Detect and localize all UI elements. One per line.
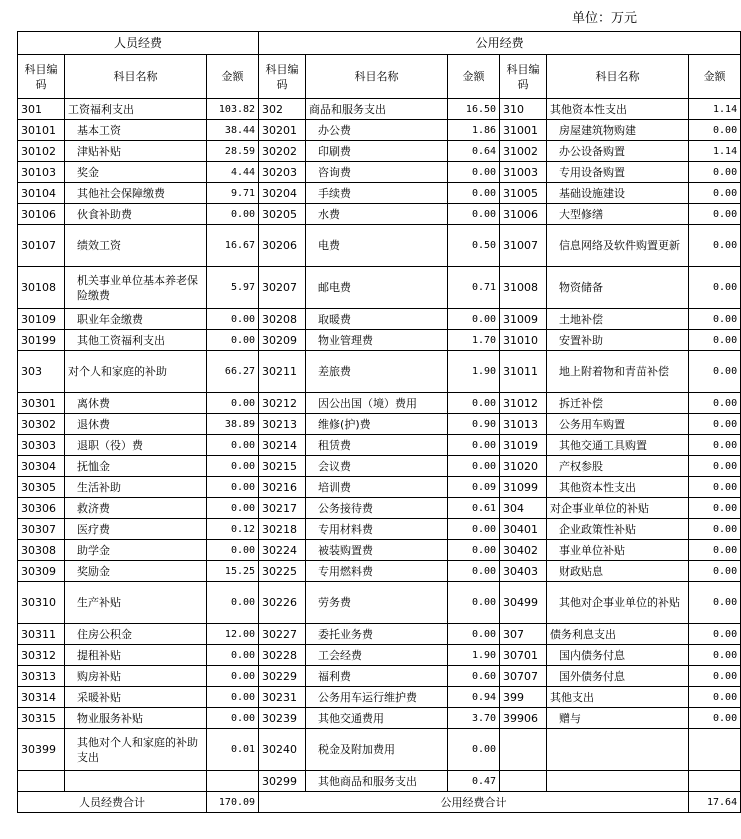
item-name: 专用燃料费 bbox=[306, 561, 448, 582]
item-code: 30707 bbox=[500, 666, 547, 687]
item-amount bbox=[689, 771, 741, 792]
item-code: 30109 bbox=[18, 309, 65, 330]
item-amount: 0.00 bbox=[448, 183, 500, 204]
unit-label: 单位：万元 bbox=[572, 11, 638, 26]
item-amount: 0.00 bbox=[689, 393, 741, 414]
item-amount: 0.00 bbox=[689, 435, 741, 456]
item-code: 31001 bbox=[500, 120, 547, 141]
item-amount: 0.00 bbox=[448, 582, 500, 624]
item-name: 土地补偿 bbox=[547, 309, 689, 330]
item-amount: 0.09 bbox=[448, 477, 500, 498]
item-code: 31020 bbox=[500, 456, 547, 477]
item-code: 30204 bbox=[259, 183, 306, 204]
item-amount: 1.70 bbox=[448, 330, 500, 351]
item-name: 采暖补贴 bbox=[65, 687, 207, 708]
item-code: 30306 bbox=[18, 498, 65, 519]
item-code: 30225 bbox=[259, 561, 306, 582]
item-amount: 1.90 bbox=[448, 645, 500, 666]
item-name: 劳务费 bbox=[306, 582, 448, 624]
item-amount: 66.27 bbox=[207, 351, 259, 393]
item-name: 助学金 bbox=[65, 540, 207, 561]
item-code: 30212 bbox=[259, 393, 306, 414]
item-code bbox=[500, 771, 547, 792]
item-code: 30303 bbox=[18, 435, 65, 456]
item-amount: 1.86 bbox=[448, 120, 500, 141]
item-amount: 0.00 bbox=[689, 708, 741, 729]
item-amount: 0.00 bbox=[207, 456, 259, 477]
item-name: 对企事业单位的补贴 bbox=[547, 498, 689, 519]
item-name: 其他对企事业单位的补贴 bbox=[547, 582, 689, 624]
item-code: 30213 bbox=[259, 414, 306, 435]
item-amount bbox=[207, 771, 259, 792]
item-name: 生产补贴 bbox=[65, 582, 207, 624]
item-amount: 0.01 bbox=[207, 729, 259, 771]
item-code: 30106 bbox=[18, 204, 65, 225]
item-name: 职业年金缴费 bbox=[65, 309, 207, 330]
table-row bbox=[18, 624, 741, 645]
item-code: 30315 bbox=[18, 708, 65, 729]
item-name: 税金及附加费用 bbox=[306, 729, 448, 771]
item-code bbox=[500, 729, 547, 771]
item-code: 31007 bbox=[500, 225, 547, 267]
table-row bbox=[18, 351, 741, 393]
table-row bbox=[18, 498, 741, 519]
item-amount bbox=[689, 729, 741, 771]
item-code: 30102 bbox=[18, 141, 65, 162]
item-amount: 0.00 bbox=[448, 729, 500, 771]
item-amount: 0.00 bbox=[689, 645, 741, 666]
table-row bbox=[18, 330, 741, 351]
item-code: 31011 bbox=[500, 351, 547, 393]
item-code: 31009 bbox=[500, 309, 547, 330]
item-code: 30214 bbox=[259, 435, 306, 456]
col-code-header: 科目编码 bbox=[500, 55, 547, 99]
item-amount: 0.00 bbox=[689, 204, 741, 225]
item-name: 福利费 bbox=[306, 666, 448, 687]
table-row bbox=[18, 204, 741, 225]
item-name: 提租补贴 bbox=[65, 645, 207, 666]
item-name: 绩效工资 bbox=[65, 225, 207, 267]
item-amount: 0.00 bbox=[207, 645, 259, 666]
item-name: 取暖费 bbox=[306, 309, 448, 330]
item-amount: 0.64 bbox=[448, 141, 500, 162]
item-name: 其他对个人和家庭的补助支出 bbox=[65, 729, 207, 771]
item-name: 奖励金 bbox=[65, 561, 207, 582]
item-amount: 103.82 bbox=[207, 99, 259, 120]
table-row bbox=[18, 666, 741, 687]
item-name: 地上附着物和青苗补偿 bbox=[547, 351, 689, 393]
col-code-header: 科目编码 bbox=[18, 55, 65, 99]
item-amount: 3.70 bbox=[448, 708, 500, 729]
item-name: 工会经费 bbox=[306, 645, 448, 666]
item-code: 30313 bbox=[18, 666, 65, 687]
item-code: 39906 bbox=[500, 708, 547, 729]
table-row bbox=[18, 162, 741, 183]
personnel-total-label: 人员经费合计 bbox=[18, 792, 207, 813]
item-code: 30701 bbox=[500, 645, 547, 666]
item-name: 拆迁补偿 bbox=[547, 393, 689, 414]
table-row bbox=[18, 435, 741, 456]
item-name: 水费 bbox=[306, 204, 448, 225]
item-code: 31012 bbox=[500, 393, 547, 414]
item-name: 国内债务付息 bbox=[547, 645, 689, 666]
item-name: 房屋建筑物购建 bbox=[547, 120, 689, 141]
col-amount-header: 金额 bbox=[448, 55, 500, 99]
item-name: 住房公积金 bbox=[65, 624, 207, 645]
item-name: 债务利息支出 bbox=[547, 624, 689, 645]
item-code: 30305 bbox=[18, 477, 65, 498]
item-name: 公务用车运行维护费 bbox=[306, 687, 448, 708]
item-amount: 1.90 bbox=[448, 351, 500, 393]
item-name: 被装购置费 bbox=[306, 540, 448, 561]
item-amount: 0.00 bbox=[689, 225, 741, 267]
item-name bbox=[547, 771, 689, 792]
item-code: 30217 bbox=[259, 498, 306, 519]
item-amount: 0.00 bbox=[207, 435, 259, 456]
item-code: 301 bbox=[18, 99, 65, 120]
table-row bbox=[18, 414, 741, 435]
item-name: 退休费 bbox=[65, 414, 207, 435]
item-name: 物资储备 bbox=[547, 267, 689, 309]
item-name: 生活补助 bbox=[65, 477, 207, 498]
item-amount: 0.71 bbox=[448, 267, 500, 309]
item-code: 30203 bbox=[259, 162, 306, 183]
col-name-header: 科目名称 bbox=[547, 55, 689, 99]
item-name: 救济费 bbox=[65, 498, 207, 519]
item-name: 企业政策性补贴 bbox=[547, 519, 689, 540]
item-code: 30201 bbox=[259, 120, 306, 141]
item-name: 印刷费 bbox=[306, 141, 448, 162]
item-code: 30224 bbox=[259, 540, 306, 561]
col-name-header: 科目名称 bbox=[65, 55, 207, 99]
item-amount: 0.00 bbox=[689, 267, 741, 309]
item-name: 委托业务费 bbox=[306, 624, 448, 645]
item-name: 维修(护)费 bbox=[306, 414, 448, 435]
item-code: 30312 bbox=[18, 645, 65, 666]
item-amount: 0.00 bbox=[207, 582, 259, 624]
item-amount: 12.00 bbox=[207, 624, 259, 645]
item-code: 31019 bbox=[500, 435, 547, 456]
item-code: 30207 bbox=[259, 267, 306, 309]
item-amount: 0.00 bbox=[689, 183, 741, 204]
item-amount: 0.00 bbox=[689, 582, 741, 624]
col-name-header: 科目名称 bbox=[306, 55, 448, 99]
item-amount: 0.00 bbox=[448, 393, 500, 414]
item-amount: 0.00 bbox=[448, 162, 500, 183]
item-code: 31010 bbox=[500, 330, 547, 351]
item-code bbox=[18, 771, 65, 792]
item-amount: 0.00 bbox=[689, 540, 741, 561]
item-name: 专用设备购置 bbox=[547, 162, 689, 183]
item-amount: 0.00 bbox=[689, 456, 741, 477]
item-name: 津贴补贴 bbox=[65, 141, 207, 162]
col-code-header: 科目编码 bbox=[259, 55, 306, 99]
table-row bbox=[18, 708, 741, 729]
item-amount: 28.59 bbox=[207, 141, 259, 162]
item-amount: 15.25 bbox=[207, 561, 259, 582]
item-amount: 0.00 bbox=[689, 162, 741, 183]
item-name: 对个人和家庭的补助 bbox=[65, 351, 207, 393]
item-name: 大型修缮 bbox=[547, 204, 689, 225]
item-code: 30108 bbox=[18, 267, 65, 309]
item-name: 办公费 bbox=[306, 120, 448, 141]
item-name: 离休费 bbox=[65, 393, 207, 414]
item-name: 培训费 bbox=[306, 477, 448, 498]
table-row bbox=[18, 267, 741, 309]
table-row bbox=[18, 540, 741, 561]
item-code: 30301 bbox=[18, 393, 65, 414]
item-code: 30209 bbox=[259, 330, 306, 351]
item-code: 31013 bbox=[500, 414, 547, 435]
item-name: 医疗费 bbox=[65, 519, 207, 540]
item-code: 31006 bbox=[500, 204, 547, 225]
item-code: 31002 bbox=[500, 141, 547, 162]
table-row bbox=[18, 645, 741, 666]
item-amount: 0.00 bbox=[689, 120, 741, 141]
public-total-value: 17.64 bbox=[689, 792, 741, 813]
expense-table bbox=[17, 31, 741, 813]
item-amount: 0.61 bbox=[448, 498, 500, 519]
item-amount: 0.47 bbox=[448, 771, 500, 792]
item-code: 30310 bbox=[18, 582, 65, 624]
item-code: 30208 bbox=[259, 309, 306, 330]
item-code: 30202 bbox=[259, 141, 306, 162]
item-code: 30206 bbox=[259, 225, 306, 267]
table-row bbox=[18, 771, 741, 792]
item-name: 物业服务补贴 bbox=[65, 708, 207, 729]
table-row bbox=[18, 477, 741, 498]
item-code: 30304 bbox=[18, 456, 65, 477]
item-code: 30401 bbox=[500, 519, 547, 540]
item-name: 其他工资福利支出 bbox=[65, 330, 207, 351]
item-amount: 0.90 bbox=[448, 414, 500, 435]
item-name: 退职（役）费 bbox=[65, 435, 207, 456]
item-amount: 0.00 bbox=[448, 435, 500, 456]
item-name: 咨询费 bbox=[306, 162, 448, 183]
item-code: 304 bbox=[500, 498, 547, 519]
item-code: 30215 bbox=[259, 456, 306, 477]
item-amount: 1.14 bbox=[689, 99, 741, 120]
item-name: 其他资本性支出 bbox=[547, 99, 689, 120]
item-name: 电费 bbox=[306, 225, 448, 267]
item-code: 30231 bbox=[259, 687, 306, 708]
item-name: 物业管理费 bbox=[306, 330, 448, 351]
item-name: 购房补贴 bbox=[65, 666, 207, 687]
table-row bbox=[18, 729, 741, 771]
item-amount: 16.67 bbox=[207, 225, 259, 267]
item-amount: 9.71 bbox=[207, 183, 259, 204]
item-code: 30107 bbox=[18, 225, 65, 267]
table-row bbox=[18, 393, 741, 414]
item-amount: 0.00 bbox=[448, 540, 500, 561]
item-name: 赠与 bbox=[547, 708, 689, 729]
item-code: 30205 bbox=[259, 204, 306, 225]
item-amount: 0.00 bbox=[689, 330, 741, 351]
item-code: 30104 bbox=[18, 183, 65, 204]
item-code: 30227 bbox=[259, 624, 306, 645]
item-amount: 0.00 bbox=[689, 624, 741, 645]
item-amount: 0.00 bbox=[689, 477, 741, 498]
item-name: 基础设施建设 bbox=[547, 183, 689, 204]
item-name: 其他商品和服务支出 bbox=[306, 771, 448, 792]
item-amount: 0.00 bbox=[689, 561, 741, 582]
item-name: 其他资本性支出 bbox=[547, 477, 689, 498]
item-amount: 0.00 bbox=[689, 309, 741, 330]
item-name: 手续费 bbox=[306, 183, 448, 204]
item-name: 邮电费 bbox=[306, 267, 448, 309]
item-amount: 0.00 bbox=[207, 687, 259, 708]
public-total-label: 公用经费合计 bbox=[259, 792, 689, 813]
item-code: 303 bbox=[18, 351, 65, 393]
item-amount: 38.89 bbox=[207, 414, 259, 435]
item-amount: 0.00 bbox=[207, 708, 259, 729]
table-row bbox=[18, 456, 741, 477]
table-row bbox=[18, 687, 741, 708]
item-amount: 38.44 bbox=[207, 120, 259, 141]
item-name: 办公设备购置 bbox=[547, 141, 689, 162]
table-row bbox=[18, 582, 741, 624]
table-row bbox=[18, 99, 741, 120]
item-name: 其他社会保障缴费 bbox=[65, 183, 207, 204]
item-amount: 0.00 bbox=[689, 666, 741, 687]
item-code: 30299 bbox=[259, 771, 306, 792]
item-amount: 0.00 bbox=[448, 309, 500, 330]
item-code: 31005 bbox=[500, 183, 547, 204]
public-header: 公用经费 bbox=[259, 32, 741, 55]
item-amount: 0.00 bbox=[207, 309, 259, 330]
item-code: 30314 bbox=[18, 687, 65, 708]
item-amount: 0.00 bbox=[207, 540, 259, 561]
table-row bbox=[18, 141, 741, 162]
item-amount: 0.00 bbox=[448, 561, 500, 582]
item-name: 财政贴息 bbox=[547, 561, 689, 582]
item-code: 30499 bbox=[500, 582, 547, 624]
item-amount: 1.14 bbox=[689, 141, 741, 162]
item-amount: 0.00 bbox=[448, 519, 500, 540]
item-code: 30226 bbox=[259, 582, 306, 624]
item-code: 30211 bbox=[259, 351, 306, 393]
item-code: 30307 bbox=[18, 519, 65, 540]
table-row bbox=[18, 120, 741, 141]
item-name: 伙食补助费 bbox=[65, 204, 207, 225]
item-amount: 0.00 bbox=[689, 414, 741, 435]
item-name: 租赁费 bbox=[306, 435, 448, 456]
item-name: 公务接待费 bbox=[306, 498, 448, 519]
item-name: 抚恤金 bbox=[65, 456, 207, 477]
item-amount: 0.00 bbox=[207, 666, 259, 687]
item-name: 其他支出 bbox=[547, 687, 689, 708]
item-amount: 0.00 bbox=[448, 456, 500, 477]
item-name bbox=[547, 729, 689, 771]
item-name: 国外债务付息 bbox=[547, 666, 689, 687]
item-amount: 0.00 bbox=[689, 351, 741, 393]
item-name: 信息网络及软件购置更新 bbox=[547, 225, 689, 267]
item-amount: 0.12 bbox=[207, 519, 259, 540]
item-name: 基本工资 bbox=[65, 120, 207, 141]
item-amount: 0.00 bbox=[689, 687, 741, 708]
item-amount: 0.50 bbox=[448, 225, 500, 267]
item-name: 产权参股 bbox=[547, 456, 689, 477]
item-amount: 0.00 bbox=[207, 393, 259, 414]
item-code: 30399 bbox=[18, 729, 65, 771]
item-code: 30103 bbox=[18, 162, 65, 183]
item-amount: 0.60 bbox=[448, 666, 500, 687]
item-code: 31008 bbox=[500, 267, 547, 309]
item-name: 公务用车购置 bbox=[547, 414, 689, 435]
item-amount: 0.00 bbox=[207, 498, 259, 519]
item-name: 会议费 bbox=[306, 456, 448, 477]
col-amount-header: 金额 bbox=[207, 55, 259, 99]
item-name: 其他交通费用 bbox=[306, 708, 448, 729]
item-amount: 0.00 bbox=[207, 204, 259, 225]
item-code: 30101 bbox=[18, 120, 65, 141]
item-amount: 0.94 bbox=[448, 687, 500, 708]
item-name: 商品和服务支出 bbox=[306, 99, 448, 120]
item-name bbox=[65, 771, 207, 792]
item-name: 其他交通工具购置 bbox=[547, 435, 689, 456]
item-code: 30240 bbox=[259, 729, 306, 771]
item-amount: 16.50 bbox=[448, 99, 500, 120]
item-code: 30228 bbox=[259, 645, 306, 666]
item-code: 30218 bbox=[259, 519, 306, 540]
table-row bbox=[18, 309, 741, 330]
item-code: 30216 bbox=[259, 477, 306, 498]
item-code: 399 bbox=[500, 687, 547, 708]
item-amount: 0.00 bbox=[207, 477, 259, 498]
item-name: 安置补助 bbox=[547, 330, 689, 351]
item-code: 302 bbox=[259, 99, 306, 120]
item-name: 工资福利支出 bbox=[65, 99, 207, 120]
item-amount: 0.00 bbox=[448, 204, 500, 225]
item-code: 31003 bbox=[500, 162, 547, 183]
item-code: 30239 bbox=[259, 708, 306, 729]
item-code: 31099 bbox=[500, 477, 547, 498]
item-code: 30308 bbox=[18, 540, 65, 561]
item-amount: 5.97 bbox=[207, 267, 259, 309]
table-row bbox=[18, 225, 741, 267]
item-code: 310 bbox=[500, 99, 547, 120]
item-code: 307 bbox=[500, 624, 547, 645]
item-code: 30311 bbox=[18, 624, 65, 645]
item-amount: 0.00 bbox=[448, 624, 500, 645]
item-code: 30229 bbox=[259, 666, 306, 687]
item-amount: 0.00 bbox=[689, 519, 741, 540]
col-amount-header: 金额 bbox=[689, 55, 741, 99]
item-code: 30309 bbox=[18, 561, 65, 582]
item-amount: 0.00 bbox=[689, 498, 741, 519]
item-amount: 0.00 bbox=[207, 330, 259, 351]
item-code: 30402 bbox=[500, 540, 547, 561]
item-code: 30302 bbox=[18, 414, 65, 435]
item-name: 差旅费 bbox=[306, 351, 448, 393]
item-name: 专用材料费 bbox=[306, 519, 448, 540]
personnel-total-value: 170.09 bbox=[207, 792, 259, 813]
item-name: 机关事业单位基本养老保险缴费 bbox=[65, 267, 207, 309]
item-code: 30403 bbox=[500, 561, 547, 582]
table-row bbox=[18, 519, 741, 540]
table-row bbox=[18, 183, 741, 204]
item-code: 30199 bbox=[18, 330, 65, 351]
table-row bbox=[18, 561, 741, 582]
item-name: 因公出国（境）费用 bbox=[306, 393, 448, 414]
item-name: 事业单位补贴 bbox=[547, 540, 689, 561]
item-name: 奖金 bbox=[65, 162, 207, 183]
personnel-header: 人员经费 bbox=[18, 32, 259, 55]
item-amount: 4.44 bbox=[207, 162, 259, 183]
